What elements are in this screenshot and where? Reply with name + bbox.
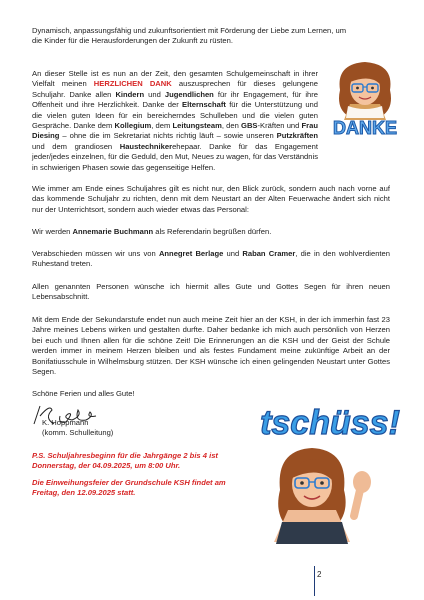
intro-paragraph: Dynamisch, anpassungsfähig und zukunftsorientiert mit Förderung der Liebe zum Lernen, um die Kinder für die Herausforderungen der Zukunft zu rüsten. [32, 26, 347, 46]
welcome-paragraph: Wir werden Annemarie Buchmann als Referendarin begrüßen dürfen. [32, 227, 272, 236]
outlook-paragraph: Wie immer am Ende eines Schuljahres gilt es nicht nur, den Blick zurück, sondern auch nach vorne auf das kommende Schuljahr zu richten, denn mit dem Neustart an der Alten Feuerwache ändert sich nicht nur der Unterrichtsort, sondern auch wieder etwas das Personal: [32, 184, 390, 214]
farewell-paragraph: Verabschieden müssen wir uns von Annegret Berlage und Raban Cramer, die in den wohlverdienten Ruhestand treten. [32, 249, 390, 269]
thanks-paragraph: An dieser Stelle ist es nun an der Zeit, den gesamten Schulgemeinschaft in ihrer Vielfalt meinen HERZLICHEN DANK auszusprechen für dieses gelungene Schuljahr. Danke allen Kindern und Jugendlichen für ihr Engagement, für ihre Offenheit und ihre Herzlichkeit. Danke der Elternschaft für die Unterstützung und die vielen guten Ideen für ein bereicherndes Schulleben und die vielen guten Gespräche. Danke dem Kollegium, dem Leitungsteam, den GBS-Kräften und Frau Diesing – ohne die im Sekretariat nichts richtig läuft – sowie unseren Putzkräften und dem grandiosen Haustechnikerehepaar. Danke für das Engagement jeder/jedes einzelnen, für die Geduld, den Mut, Neues zu wagen, für das Verständnis in schwierigen Phasen sowie das gegenseitige Helfen. [32, 69, 319, 172]
ps-school-start: P.S. Schuljahresbeginn für die Jahrgänge 2 bis 4 ist Donnerstag, der 04.09.2025, um 8:00 Uhr. [32, 451, 218, 471]
danke-avatar-sticker [322, 60, 408, 140]
page-number: 2 [317, 570, 322, 579]
signature-role: (komm. Schulleitung) [42, 428, 114, 437]
tschuess-avatar-sticker [258, 398, 400, 544]
signature-name: K. Hoppmann [42, 418, 89, 427]
closing-line: Schöne Ferien und alles Gute! [32, 389, 135, 398]
page-number-rule [314, 566, 315, 596]
danke-sticker-text: DANKE [332, 118, 398, 138]
herzlichen-dank-highlight: HERZLICHEN DANK [93, 79, 172, 89]
ps-inauguration: Die Einweihungsfeier der Grundschule KSH findet am Freitag, den 12.09.2025 statt. [32, 478, 226, 498]
wishes-paragraph: Allen genannten Personen wünsche ich hiermit alles Gute und Gottes Segen für ihren neuen Lebensabschnitt. [32, 282, 390, 302]
personal-paragraph: Mit dem Ende der Sekundarstufe endet nun auch meine Zeit hier an der KSH, in der ich immerhin fast 23 Jahre meines Lebens wirken und gestalten durfte. Daher bedanke ich mich auch persönlich von Herzen bei euch und Ihnen allen für die schöne Zeit! Die Erinnerungen an die KSH und der Geist der Schule werden immer in meinem Herzen bleiben und als festes Fundament meine zukünftige Arbeit an der Bonifatiusschule in Wilhelmsburg stützen. Der KSH wünsche ich einen gelingenden Neustart unter Gottes Segen. [32, 315, 390, 377]
tschuess-sticker-text: tschüss! [260, 404, 400, 442]
